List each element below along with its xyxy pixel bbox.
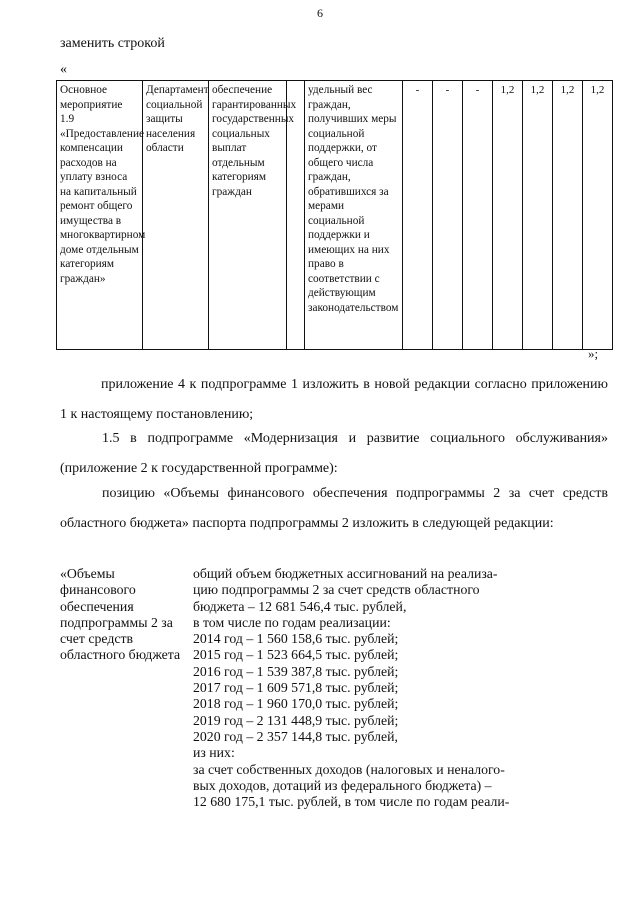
- funding-line: в том числе по годам реализации:: [193, 614, 391, 630]
- paragraph-position: позицию «Объемы финансового обеспечения подпрограммы 2 за счет средств областного бюджета» паспорта подпрограммы 2 изложить в следующей редакции:: [60, 486, 608, 531]
- funding-line: 2018 год – 1 960 170,0 тыс. рублей;: [193, 696, 399, 712]
- funding-body: [193, 566, 543, 810]
- value-cell-2017: 1,2: [493, 81, 523, 350]
- executor-cell: Департамент социальной защиты населения области: [143, 81, 209, 350]
- funding-line: 2019 год – 2 131 448,9 тыс. рублей;: [193, 712, 399, 728]
- indicator-cell: удельный вес граждан, получивших меры социальной поддержки, от общего числа граждан, обратившихся за мерами социальной поддержки и имеющих на них право в соответствии с действующим законодательством: [305, 81, 403, 350]
- measure-table: [56, 80, 613, 350]
- measure-name-cell: Основное мероприятие 1.9 «Предоставление компенсации расходов на уплату взноса на капитальный ремонт общего имущества в многоквартирном доме отдельным категориям граждан»: [57, 81, 143, 350]
- funding-label: «Объемы финансового обеспечения подпрограммы 2 за счет средств областного бюджета: [60, 566, 181, 663]
- paragraph-1-5: 1.5 в подпрограмме «Модернизация и развитие социального обслуживания» (приложение 2 к государственной программе):: [60, 431, 608, 476]
- paragraph-appendix-4: приложение 4 к подпрограмме 1 изложить в новой редакции согласно приложению 1 к настоящему постановлению;: [60, 377, 608, 422]
- funding-line: 2014 год – 1 560 158,6 тыс. рублей;: [193, 631, 399, 647]
- value-cell-2020: 1,2: [583, 81, 613, 350]
- result-cell: обеспечение гарантированных государственных социальных выплат отдельным категориям граждан: [209, 81, 287, 350]
- quote-open: «: [60, 62, 67, 77]
- funding-line: вых доходов, дотаций из федерального бюджета) –: [193, 777, 492, 793]
- value-cell-2015: -: [433, 81, 463, 350]
- funding-line: 2015 год – 1 523 664,5 тыс. рублей;: [193, 647, 399, 663]
- value-cell-2014: -: [403, 81, 433, 350]
- value-cell-2019: 1,2: [553, 81, 583, 350]
- table-row: [57, 81, 613, 350]
- value-cell-2016: -: [463, 81, 493, 350]
- funding-line: 2020 год – 2 357 144,8 тыс. рублей,: [193, 728, 398, 744]
- quote-close: »;: [588, 346, 599, 361]
- funding-line: из них:: [193, 745, 235, 761]
- funding-line: 2017 год – 1 609 571,8 тыс. рублей;: [193, 680, 399, 696]
- intro-text: заменить строкой: [60, 36, 165, 51]
- funding-line: бюджета – 12 681 546,4 тыс. рублей,: [193, 598, 407, 614]
- funding-line: цию подпрограммы 2 за счет средств областного: [193, 582, 480, 598]
- funding-line: за счет собственных доходов (налоговых и неналого-: [193, 761, 505, 777]
- funding-line: 12 680 175,1 тыс. рублей, в том числе по годам реали-: [193, 794, 510, 810]
- funding-line: общий объем бюджетных ассигнований на реализа-: [193, 566, 498, 581]
- funding-line: 2016 год – 1 539 387,8 тыс. рублей;: [193, 663, 399, 679]
- value-cell-2018: 1,2: [523, 81, 553, 350]
- page-number: 6: [317, 6, 323, 20]
